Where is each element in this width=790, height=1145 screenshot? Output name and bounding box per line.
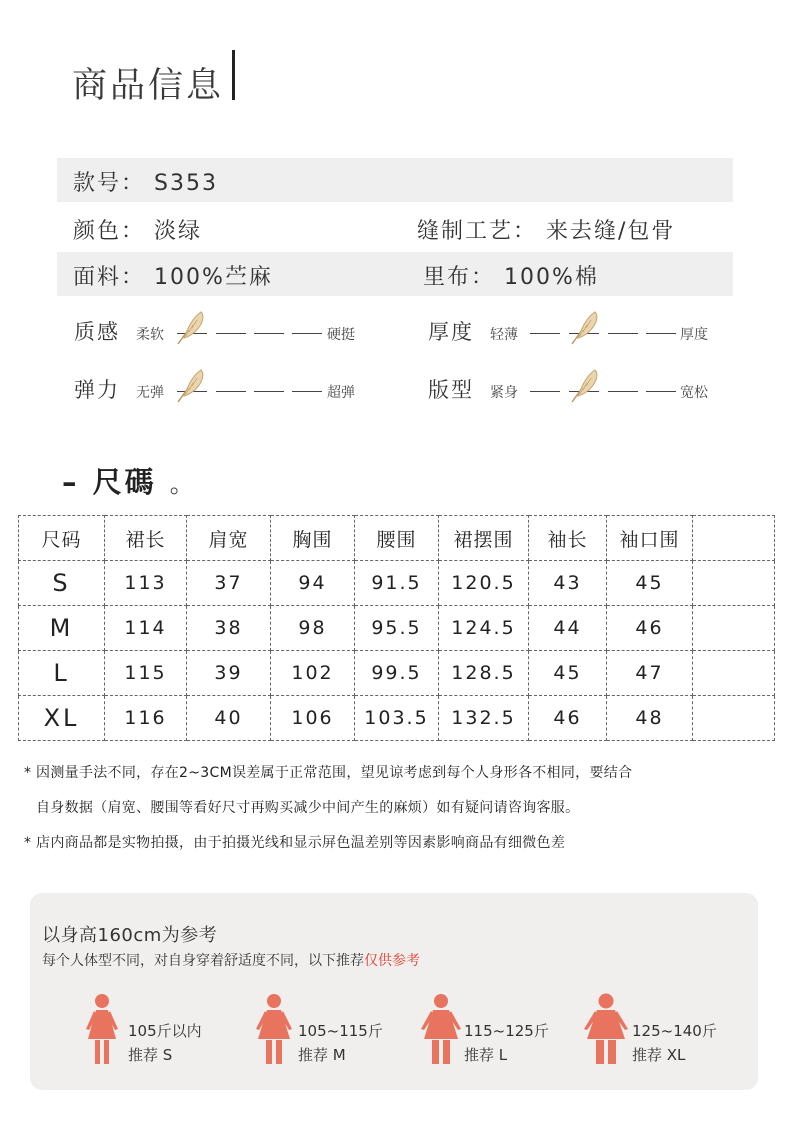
reference-subtitle bbox=[42, 950, 420, 970]
craft-value: 缝制工艺： 来去缝/包骨 bbox=[417, 219, 676, 244]
figure-weight: 125~140斤 bbox=[632, 1022, 717, 1040]
scale-left-text: 无弹 bbox=[136, 385, 164, 401]
header-cell: 胸围 bbox=[271, 516, 355, 561]
scale-texture bbox=[74, 316, 364, 356]
scale-label: 厚度 bbox=[428, 320, 474, 344]
table-cell: 45 bbox=[607, 561, 693, 606]
size-title-text: 尺碼 bbox=[92, 465, 157, 499]
woman-figure-icon bbox=[582, 993, 630, 1065]
figure-recommend: 推荐 L bbox=[464, 1046, 508, 1064]
header-cell: 腰围 bbox=[355, 516, 439, 561]
wheat-leaf-icon bbox=[174, 308, 208, 346]
table-cell: 114 bbox=[105, 606, 187, 651]
height-reference-panel bbox=[30, 893, 758, 1090]
wheat-leaf-icon bbox=[568, 366, 602, 404]
scale-right-text: 宽松 bbox=[680, 385, 708, 401]
table-cell: 99.5 bbox=[355, 651, 439, 696]
figure-weight: 115~125斤 bbox=[464, 1022, 549, 1040]
info-row-style bbox=[57, 158, 733, 202]
size-title-dot: 。 bbox=[169, 470, 197, 498]
table-row bbox=[19, 561, 775, 606]
wheat-leaf-icon bbox=[174, 366, 208, 404]
scale-label: 弹力 bbox=[74, 378, 120, 402]
info-row-color bbox=[57, 206, 733, 250]
table-cell: 91.5 bbox=[355, 561, 439, 606]
table-cell: 102 bbox=[271, 651, 355, 696]
header-cell: 裙摆围 bbox=[439, 516, 529, 561]
scale-fit bbox=[428, 374, 728, 414]
title-bar bbox=[232, 50, 235, 100]
header-cell: 尺码 bbox=[19, 516, 105, 561]
figure-recommend: 推荐 XL bbox=[632, 1046, 686, 1064]
table-row bbox=[19, 651, 775, 696]
scale-right-text: 厚度 bbox=[680, 327, 708, 343]
figure-recommend: 推荐 S bbox=[128, 1046, 173, 1064]
scale-left-text: 轻薄 bbox=[490, 327, 518, 343]
table-cell bbox=[693, 651, 775, 696]
header-cell: 裙长 bbox=[105, 516, 187, 561]
table-cell: 37 bbox=[187, 561, 271, 606]
header-cell: 肩宽 bbox=[187, 516, 271, 561]
size-cell: S bbox=[19, 561, 105, 606]
page-title: 商品信息 bbox=[72, 66, 225, 106]
figure-caption bbox=[298, 1019, 383, 1067]
table-cell: 124.5 bbox=[439, 606, 529, 651]
measurement-note: * 因测量手法不同，存在2~3CM误差属于正常范围，望见谅考虑到每个人身形各不相同，要结合 bbox=[24, 765, 633, 781]
reference-subtitle-text: 每个人体型不同，对自身穿着舒适度不同，以下推荐 bbox=[42, 953, 364, 969]
table-cell: 98 bbox=[271, 606, 355, 651]
reference-title: 以身高160cm为参考 bbox=[42, 925, 218, 946]
table-cell: 47 bbox=[607, 651, 693, 696]
style-number: 款号： S353 bbox=[73, 171, 218, 196]
table-cell: 45 bbox=[529, 651, 607, 696]
table-cell: 120.5 bbox=[439, 561, 529, 606]
figure-caption bbox=[464, 1019, 549, 1067]
table-header-row bbox=[19, 516, 775, 561]
figure-caption bbox=[632, 1019, 717, 1067]
table-row bbox=[19, 696, 775, 741]
figure-caption bbox=[128, 1019, 202, 1067]
size-cell: XL bbox=[19, 696, 105, 741]
header-cell: 袖口围 bbox=[607, 516, 693, 561]
scale-left-text: 柔软 bbox=[136, 327, 164, 343]
scale-elasticity bbox=[74, 374, 364, 414]
table-cell: 46 bbox=[529, 696, 607, 741]
figure-weight: 105~115斤 bbox=[298, 1022, 383, 1040]
table-cell: 115 bbox=[105, 651, 187, 696]
figure-recommend: 推荐 M bbox=[298, 1046, 346, 1064]
color-note: * 店内商品都是实物拍摄，由于拍摄光线和显示屏色温差别等因素影响商品有细微色差 bbox=[24, 835, 566, 851]
size-cell: L bbox=[19, 651, 105, 696]
info-row-fabric bbox=[57, 252, 733, 296]
table-cell: 132.5 bbox=[439, 696, 529, 741]
fabric-value: 面料： 100%苎麻 bbox=[73, 265, 273, 290]
scale-label: 版型 bbox=[428, 378, 474, 402]
size-title-dash: – bbox=[62, 465, 80, 499]
woman-figure-icon bbox=[82, 993, 122, 1065]
table-cell: 44 bbox=[529, 606, 607, 651]
table-cell: 48 bbox=[607, 696, 693, 741]
scale-left-text: 紧身 bbox=[490, 385, 518, 401]
size-section-title bbox=[62, 460, 197, 501]
table-cell: 113 bbox=[105, 561, 187, 606]
header-cell bbox=[693, 516, 775, 561]
table-cell: 106 bbox=[271, 696, 355, 741]
table-row bbox=[19, 606, 775, 651]
table-cell: 43 bbox=[529, 561, 607, 606]
measurement-note-cont: 自身数据（肩宽、腰围等看好尺寸再购买减少中间产生的麻烦）如有疑问请咨询客服。 bbox=[36, 800, 580, 816]
size-cell: M bbox=[19, 606, 105, 651]
table-cell: 46 bbox=[607, 606, 693, 651]
scale-thickness bbox=[428, 316, 728, 356]
header-cell: 袖长 bbox=[529, 516, 607, 561]
table-cell bbox=[693, 606, 775, 651]
table-cell: 128.5 bbox=[439, 651, 529, 696]
table-cell: 40 bbox=[187, 696, 271, 741]
table-cell: 38 bbox=[187, 606, 271, 651]
woman-figure-icon bbox=[418, 993, 464, 1065]
color-value: 颜色： 淡绿 bbox=[73, 219, 202, 244]
size-table bbox=[18, 515, 775, 741]
table-cell bbox=[693, 696, 775, 741]
table-cell bbox=[693, 561, 775, 606]
reference-highlight: 仅供参考 bbox=[364, 953, 420, 969]
table-cell: 95.5 bbox=[355, 606, 439, 651]
table-cell: 116 bbox=[105, 696, 187, 741]
scale-right-text: 硬挺 bbox=[327, 327, 355, 343]
woman-figure-icon bbox=[252, 993, 296, 1065]
table-cell: 103.5 bbox=[355, 696, 439, 741]
figure-weight: 105斤以内 bbox=[128, 1022, 202, 1040]
lining-value: 里布： 100%棉 bbox=[423, 265, 599, 290]
table-cell: 94 bbox=[271, 561, 355, 606]
scale-label: 质感 bbox=[74, 320, 120, 344]
table-cell: 39 bbox=[187, 651, 271, 696]
wheat-leaf-icon bbox=[568, 308, 602, 346]
scale-right-text: 超弹 bbox=[327, 385, 355, 401]
